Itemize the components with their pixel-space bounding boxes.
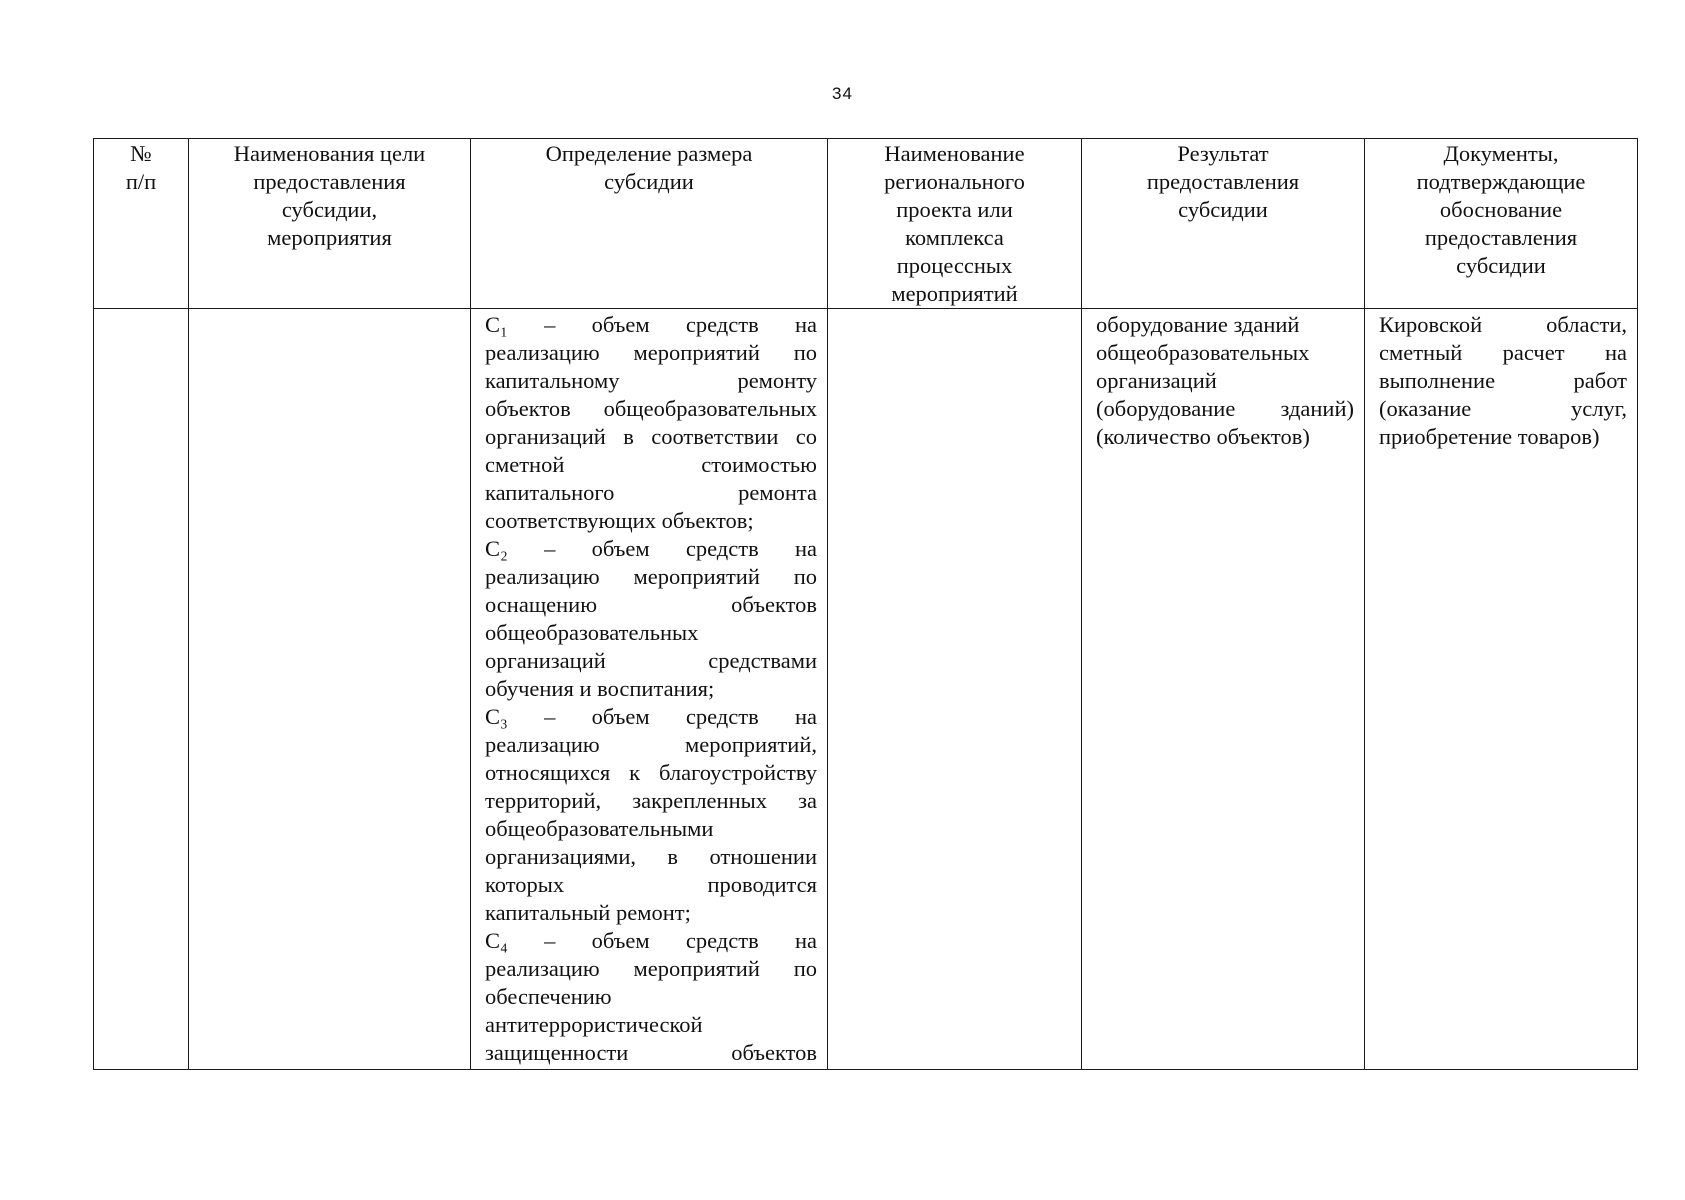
size-definition-line: обучения и воспитания;: [485, 676, 715, 701]
result-text: [1082, 309, 1364, 451]
header-result: Результат предоставления субсидии: [1082, 139, 1365, 309]
cell-size: [471, 309, 828, 1070]
size-definition-line: антитеррористической: [485, 1012, 703, 1037]
header-goal: Наименования цели предоставления субсидии, мероприятия: [189, 139, 471, 309]
header-size: Определение размера субсидии: [471, 139, 828, 309]
page-number: 34: [832, 84, 853, 103]
cell-project: [828, 309, 1082, 1070]
documents-line: (оказание услуг,: [1379, 396, 1627, 421]
size-definition-line: общеобразовательных: [485, 620, 699, 645]
table-row: [94, 309, 1638, 1070]
cell-result: [1082, 309, 1365, 1070]
header-num: № п/п: [94, 139, 189, 309]
size-definition-line: капитальному ремонту: [485, 368, 817, 393]
size-definition-line: С₄ – объем средств на: [485, 928, 817, 953]
result-line: (оборудование зданий): [1096, 396, 1354, 421]
documents-text: [1365, 309, 1637, 451]
size-definition-line: реализацию мероприятий,: [485, 732, 817, 757]
result-line: оборудование зданий: [1096, 312, 1300, 337]
documents-line: сметный расчет на: [1379, 340, 1627, 365]
size-definition-line: общеобразовательными: [485, 816, 714, 841]
cell-docs: [1365, 309, 1638, 1070]
size-definition-line: организациями, в отношении: [485, 844, 817, 869]
size-definition-line: реализацию мероприятий по: [485, 340, 817, 365]
header-project: Наименование регионального проекта или комплекса процессных мероприятий: [828, 139, 1082, 309]
size-definition-line: обеспечению: [485, 984, 612, 1009]
result-line: организаций: [1096, 368, 1217, 393]
cell-goal: [189, 309, 471, 1070]
size-definition-line: С₃ – объем средств на: [485, 704, 817, 729]
size-definition-line: реализацию мероприятий по: [485, 564, 817, 589]
size-definition-line: капитального ремонта: [485, 480, 817, 505]
cell-num: [94, 309, 189, 1070]
size-definition-line: организаций средствами: [485, 648, 817, 673]
size-definition-line: сметной стоимостью: [485, 452, 817, 477]
documents-line: выполнение работ: [1379, 368, 1627, 393]
subsidy-table: [93, 138, 1638, 1070]
size-definition-line: защищенности объектов: [485, 1040, 817, 1065]
size-definition-line: относящихся к благоустройству: [485, 760, 817, 785]
size-definition-line: объектов общеобразовательных: [485, 396, 817, 421]
size-definition-line: капитальный ремонт;: [485, 900, 691, 925]
size-definition-line: соответствующих объектов;: [485, 508, 754, 533]
documents-line: приобретение товаров): [1379, 424, 1600, 449]
size-definition-line: организаций в соответствии со: [485, 424, 817, 449]
size-definition-line: реализацию мероприятий по: [485, 956, 817, 981]
size-definition-line: территорий, закрепленных за: [485, 788, 817, 813]
size-definition-line: С₁ – объем средств на: [485, 312, 817, 337]
result-line: общеобразовательных: [1096, 340, 1310, 365]
size-definition-text: [471, 309, 827, 1067]
header-docs: Документы, подтверждающие обоснование предоставления субсидии: [1365, 139, 1638, 309]
size-definition-line: С₂ – объем средств на: [485, 536, 817, 561]
result-line: (количество объектов): [1096, 424, 1310, 449]
documents-line: Кировской области,: [1379, 312, 1627, 337]
size-definition-line: оснащению объектов: [485, 592, 817, 617]
size-definition-line: которых проводится: [485, 872, 817, 897]
table-header-row: [94, 139, 1638, 309]
